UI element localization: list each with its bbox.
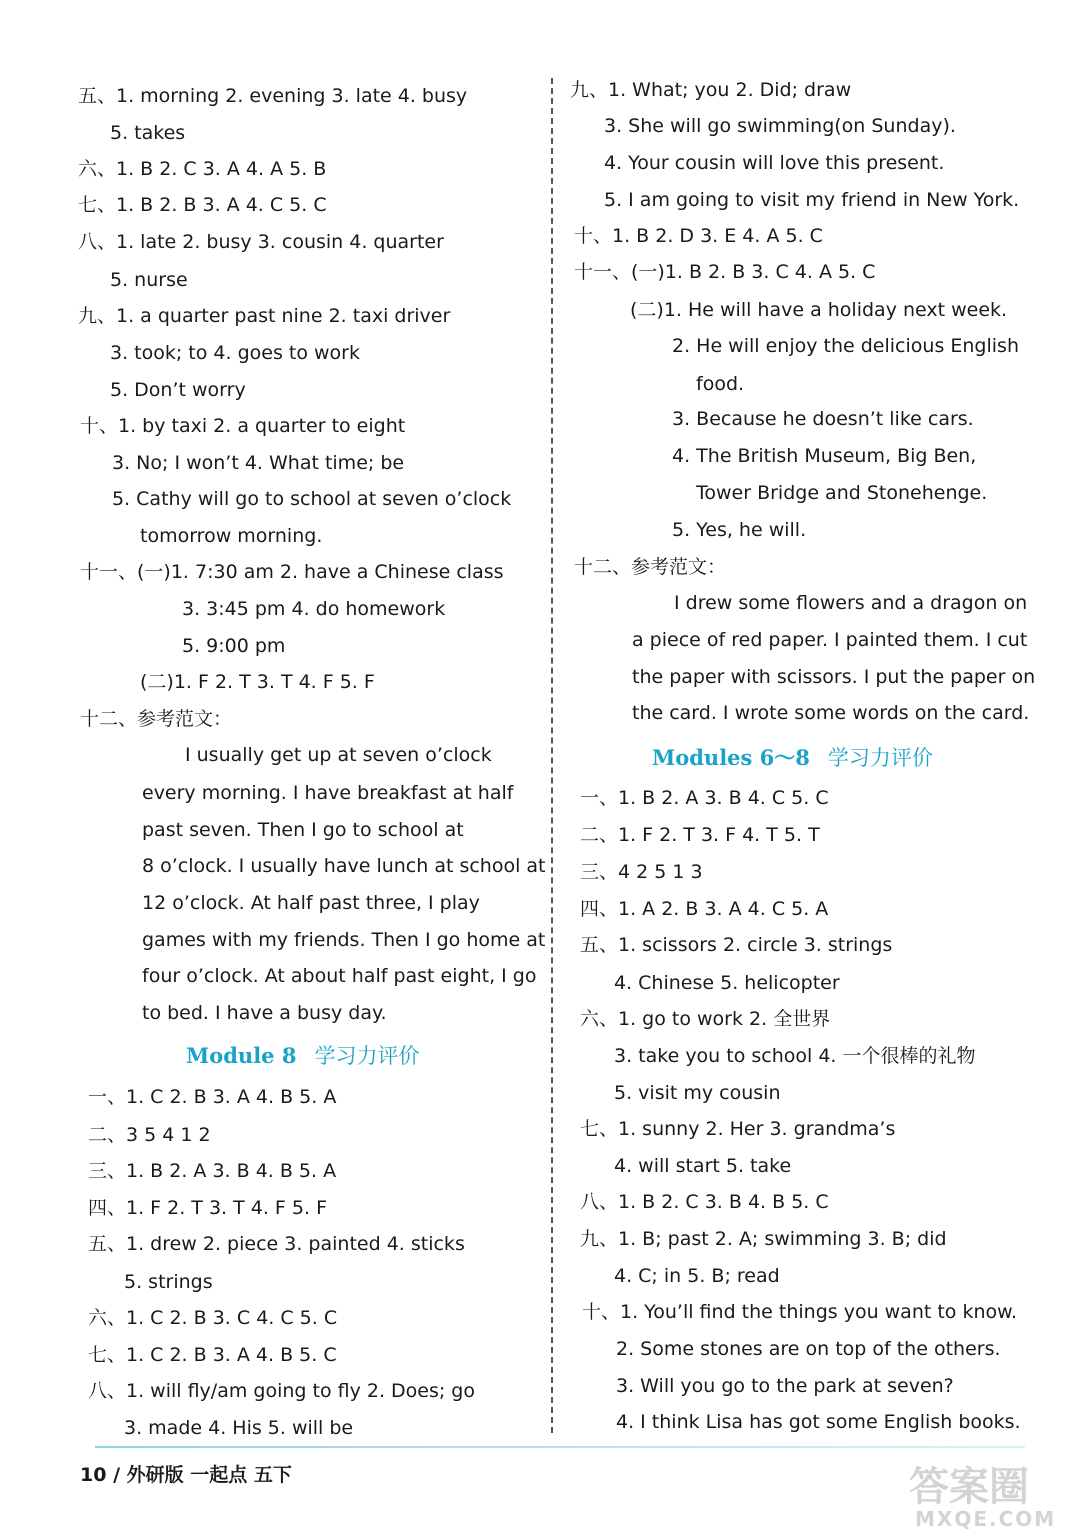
answer-line: 十一、(一)1. 7:30 am 2. have a Chinese class <box>80 561 504 583</box>
answer-line: 十二、参考范文： <box>80 708 233 730</box>
heading-en: Modules 6～8 <box>652 745 810 770</box>
answer-line: 5. I am going to visit my friend in New York. <box>604 189 1020 211</box>
essay-line: the card. I wrote some words on the card. <box>632 702 1030 724</box>
answer-line: 八、1. will fly/am going to fly 2. Does; go <box>88 1380 475 1402</box>
essay-line: a piece of red paper. I painted them. I cut <box>632 629 1028 651</box>
answer-line: 3. took; to 4. goes to work <box>110 342 360 364</box>
answer-line: 五、1. morning 2. evening 3. late 4. busy <box>78 85 468 107</box>
answer-line: 5. Cathy will go to school at seven o’clock <box>112 488 512 510</box>
answer-line: 4. Chinese 5. helicopter <box>614 972 840 994</box>
answer-line: 4. The British Museum, Big Ben, <box>672 445 977 467</box>
answer-line: 4. Your cousin will love this present. <box>604 152 945 174</box>
answer-line: 5. takes <box>110 122 186 144</box>
answer-line: 4. C; in 5. B; read <box>614 1265 780 1287</box>
essay-line: every morning. I have breakfast at half <box>142 782 514 804</box>
answer-line: 二、1. F 2. T 3. F 4. T 5. T <box>580 824 820 846</box>
answer-line: 九、1. B; past 2. A; swimming 3. B; did <box>580 1228 947 1250</box>
answer-line: 五、1. drew 2. piece 3. painted 4. sticks <box>88 1233 465 1255</box>
answer-line: 5. strings <box>124 1271 213 1293</box>
answer-line: food. <box>696 373 745 395</box>
answer-line: 六、1. C 2. B 3. C 4. C 5. C <box>88 1307 338 1329</box>
essay-line: the paper with scissors. I put the paper on <box>632 666 1036 688</box>
answer-line: 八、1. late 2. busy 3. cousin 4. quarter <box>78 231 444 253</box>
answer-line: 六、1. go to work 2. 全世界 <box>580 1008 831 1030</box>
answer-line: 七、1. C 2. B 3. A 4. B 5. C <box>88 1344 337 1366</box>
essay-line: games with my friends. Then I go home at <box>142 929 546 951</box>
answer-line: 5. 9:00 pm <box>182 635 286 657</box>
answer-line: 2. He will enjoy the delicious English <box>672 335 1019 357</box>
answer-line: 二、3 5 4 1 2 <box>88 1124 211 1146</box>
answer-line: tomorrow morning. <box>140 525 323 547</box>
footer-edition: / 外研版 一起点 五下 <box>113 1464 292 1486</box>
column-divider <box>551 78 553 1433</box>
answer-line: 九、1. a quarter past nine 2. taxi driver <box>78 305 451 327</box>
heading-en: Module 8 <box>186 1043 297 1068</box>
essay-line: 12 o’clock. At half past three, I play <box>142 892 480 914</box>
page-footer <box>80 1460 292 1487</box>
answer-line: 三、4 2 5 1 3 <box>580 861 703 883</box>
answer-line: 十、1. B 2. D 3. E 4. A 5. C <box>574 225 823 247</box>
section-heading-modules-6-8 <box>652 742 933 772</box>
answer-line: 六、1. B 2. C 3. A 4. A 5. B <box>78 158 327 180</box>
answer-line: (二)1. F 2. T 3. T 4. F 5. F <box>140 671 375 693</box>
answer-line: (二)1. He will have a holiday next week. <box>630 299 1008 321</box>
answer-line: 十、1. by taxi 2. a quarter to eight <box>80 415 406 437</box>
answer-line: 一、1. C 2. B 3. A 4. B 5. A <box>88 1086 337 1108</box>
answer-line: 3. made 4. His 5. will be <box>124 1417 354 1439</box>
watermark-logo <box>905 1462 1075 1532</box>
answer-line: 十、1. You’ll find the things you want to know. <box>582 1301 1017 1323</box>
answer-line: 3. Will you go to the park at seven? <box>616 1375 954 1397</box>
answer-line: Tower Bridge and Stonehenge. <box>696 482 988 504</box>
answer-line: 九、1. What; you 2. Did; draw <box>570 79 852 101</box>
essay-line: I drew some flowers and a dragon on <box>674 592 1028 614</box>
answer-line: 5. Don’t worry <box>110 379 246 401</box>
answer-line: 八、1. B 2. C 3. B 4. B 5. C <box>580 1191 829 1213</box>
answer-line: 七、1. B 2. B 3. A 4. C 5. C <box>78 194 327 216</box>
answer-line: 四、1. A 2. B 3. A 4. C 5. A <box>580 898 829 920</box>
watermark-en: MXQE.COM <box>915 1507 1057 1531</box>
answer-line: 3. No; I won’t 4. What time; be <box>112 452 405 474</box>
essay-line: four o’clock. At about half past eight, I go <box>142 965 537 987</box>
section-heading-module-8 <box>186 1040 419 1070</box>
answer-line: 3. take you to school 4. 一个很棒的礼物 <box>614 1045 976 1067</box>
answer-line: 3. She will go swimming(on Sunday). <box>604 115 956 137</box>
answer-line: 4. I think Lisa has got some English books. <box>616 1411 1021 1433</box>
answer-line: 七、1. sunny 2. Her 3. grandma’s <box>580 1118 896 1140</box>
answer-line: 一、1. B 2. A 3. B 4. C 5. C <box>580 787 829 809</box>
watermark-cn: 答案圈 <box>909 1464 1029 1510</box>
footer-rule <box>95 1446 1025 1448</box>
heading-cn: 学习力评价 <box>314 1044 420 1068</box>
answer-line: 十二、参考范文： <box>574 556 727 578</box>
answer-line: 5. visit my cousin <box>614 1082 781 1104</box>
heading-cn: 学习力评价 <box>827 746 933 770</box>
answer-line: 3. Because he doesn’t like cars. <box>672 408 974 430</box>
answer-line: 2. Some stones are on top of the others. <box>616 1338 1001 1360</box>
answer-line: 五、1. scissors 2. circle 3. strings <box>580 934 893 956</box>
answer-line: 5. Yes, he will. <box>672 519 807 541</box>
answer-line: 5. nurse <box>110 269 188 291</box>
answer-line: 四、1. F 2. T 3. T 4. F 5. F <box>88 1197 327 1219</box>
essay-line: to bed. I have a busy day. <box>142 1002 387 1024</box>
page-number: 10 <box>80 1464 107 1486</box>
answer-line: 十一、(一)1. B 2. B 3. C 4. A 5. C <box>574 261 876 283</box>
essay-line: past seven. Then I go to school at <box>142 819 464 841</box>
answer-line: 三、1. B 2. A 3. B 4. B 5. A <box>88 1160 337 1182</box>
essay-line: 8 o’clock. I usually have lunch at school at <box>142 855 546 877</box>
answer-line: 3. 3:45 pm 4. do homework <box>182 598 446 620</box>
answer-line: 4. will start 5. take <box>614 1155 792 1177</box>
essay-line: I usually get up at seven o’clock <box>185 744 492 766</box>
